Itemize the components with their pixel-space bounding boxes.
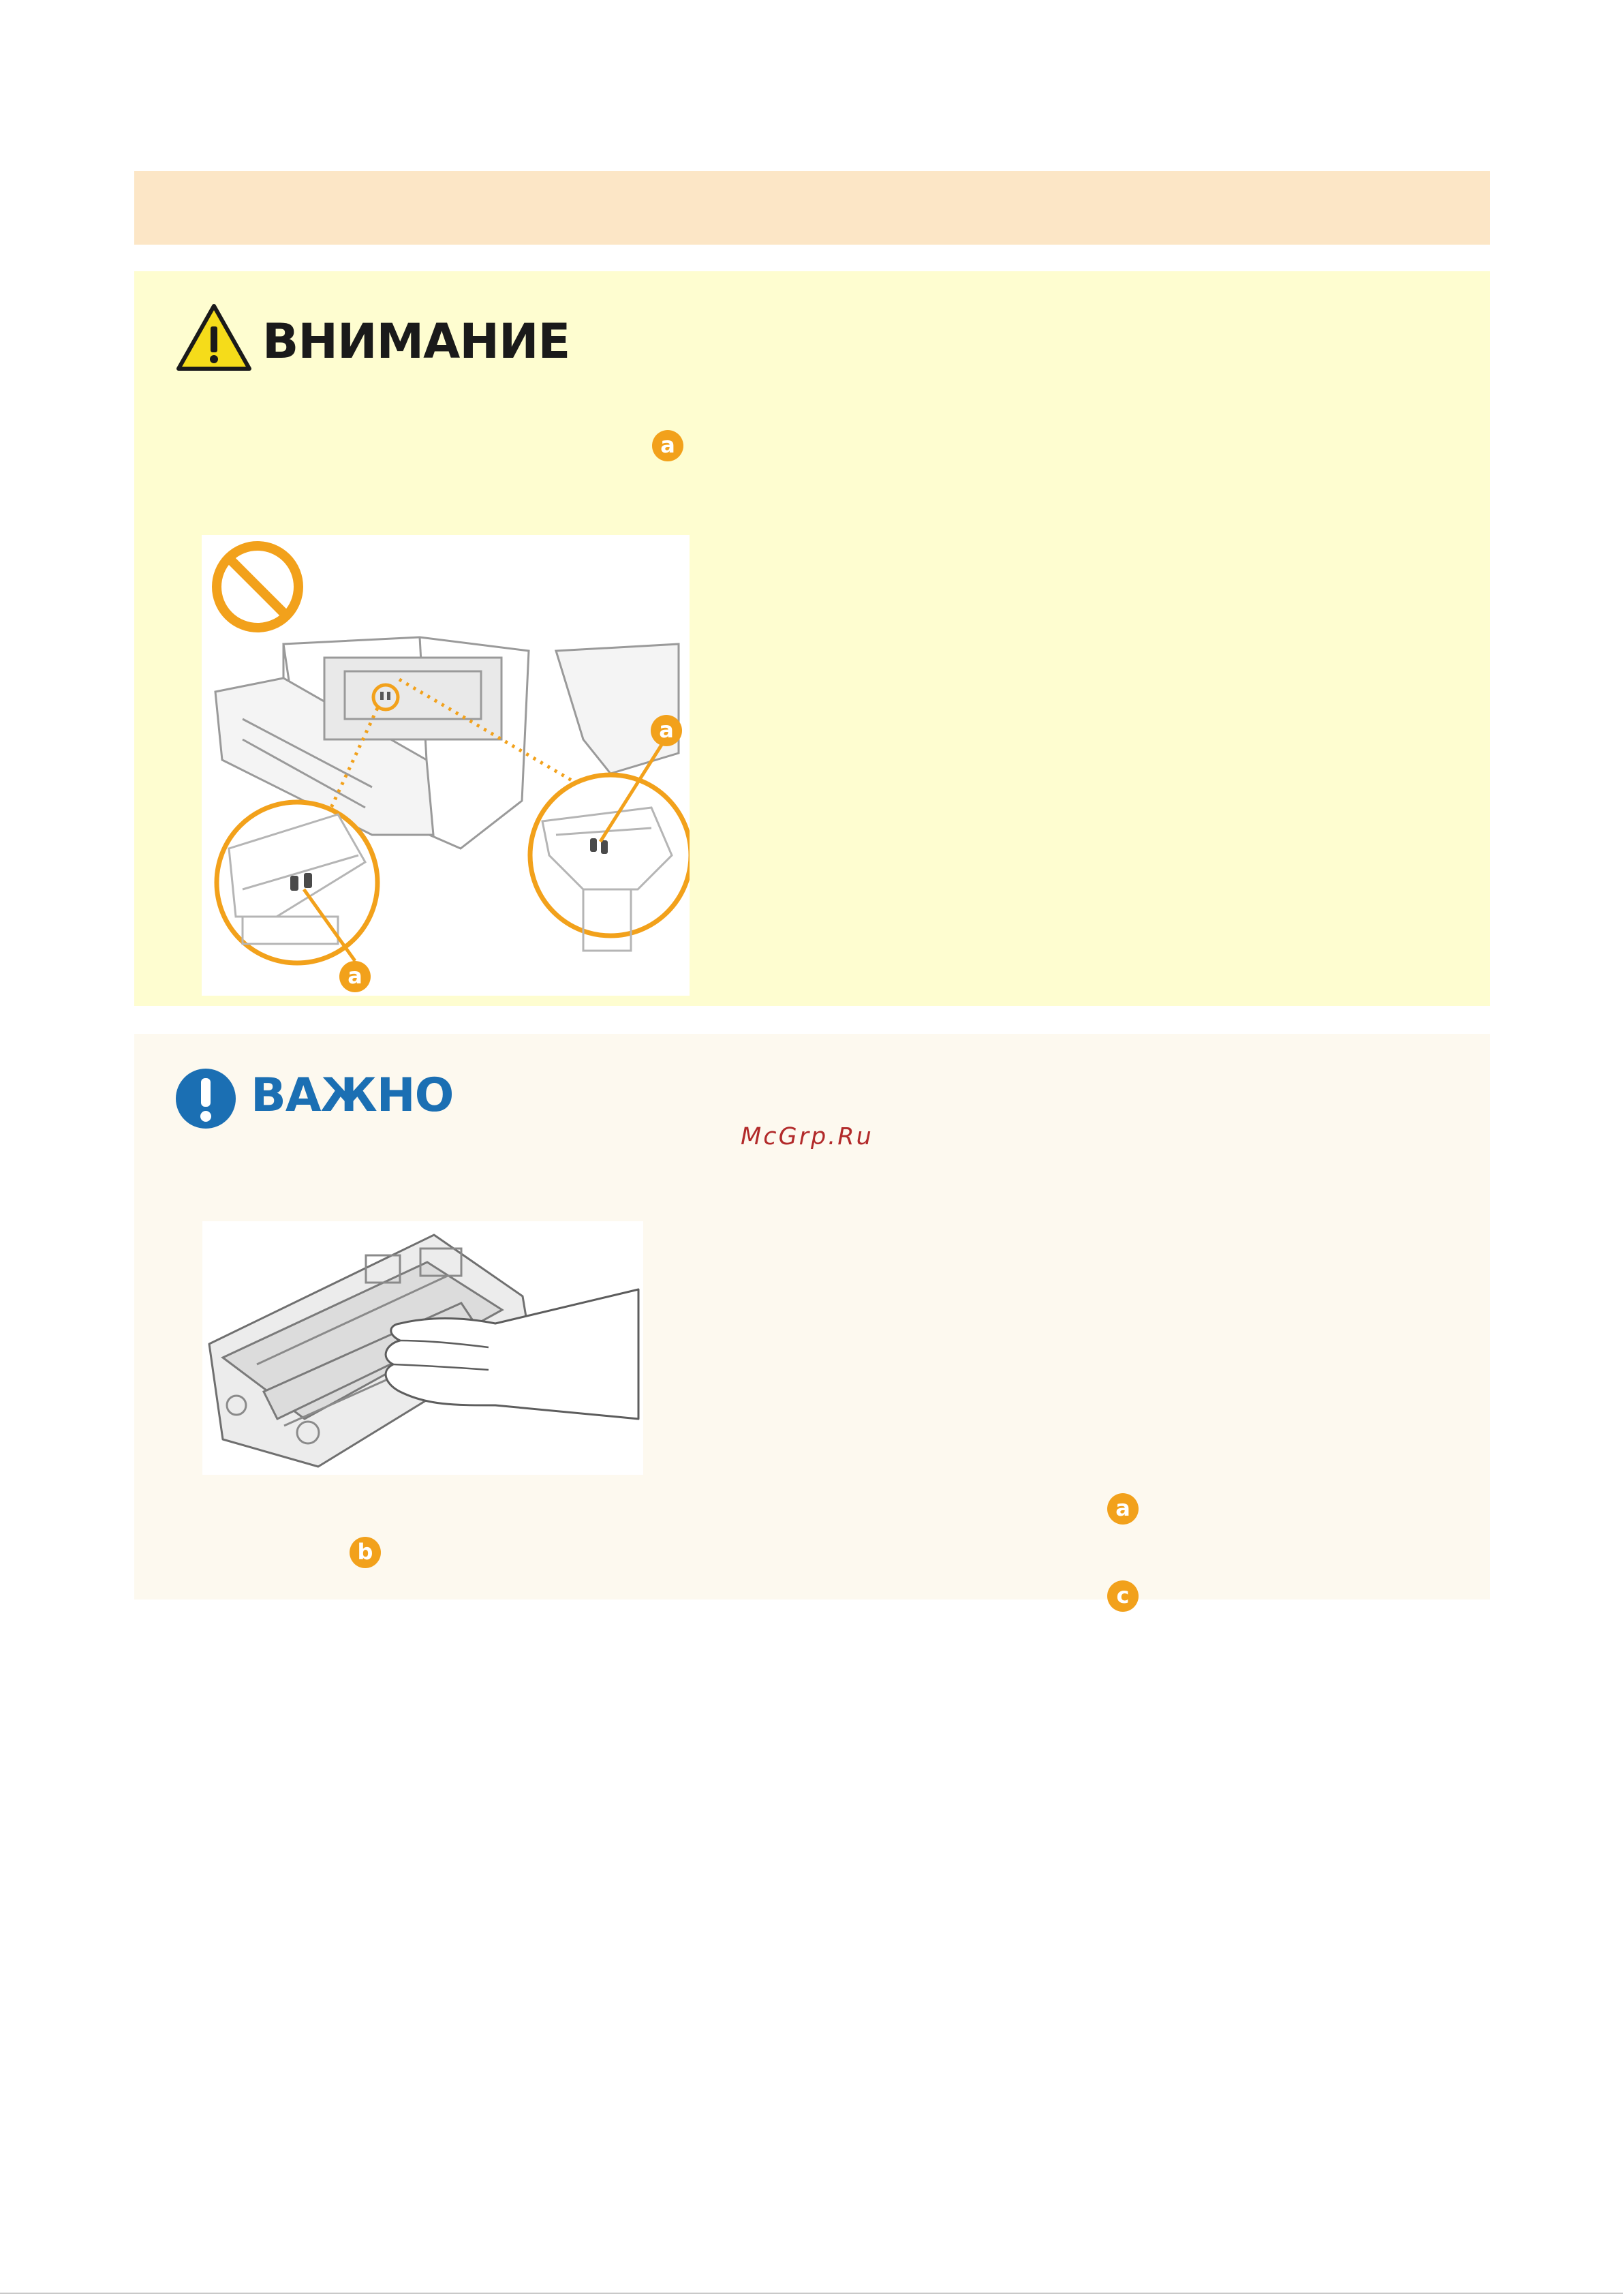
callout-a-badge: a [652, 430, 683, 461]
warning-triangle-icon [176, 302, 252, 376]
callout-a-badge-left: a [339, 961, 371, 992]
callout-a-badge-important: a [1107, 1493, 1139, 1525]
prohibited-sign-icon [217, 546, 298, 628]
section-header-bar [134, 171, 1490, 245]
toner-cartridge-figure [202, 1221, 643, 1475]
caution-title: ВНИМАНИЕ [262, 313, 570, 369]
watermark-text: McGrp.Ru [741, 1123, 874, 1150]
printer-open-figure [202, 535, 690, 996]
callout-c-badge: c [1107, 1580, 1139, 1612]
callout-b-badge: b [350, 1537, 381, 1568]
important-title: ВАЖНО [251, 1069, 454, 1122]
page-bottom-rule [0, 2293, 1623, 2294]
callout-a-badge-right: a [651, 715, 682, 746]
exclamation-circle-icon [174, 1067, 237, 1133]
